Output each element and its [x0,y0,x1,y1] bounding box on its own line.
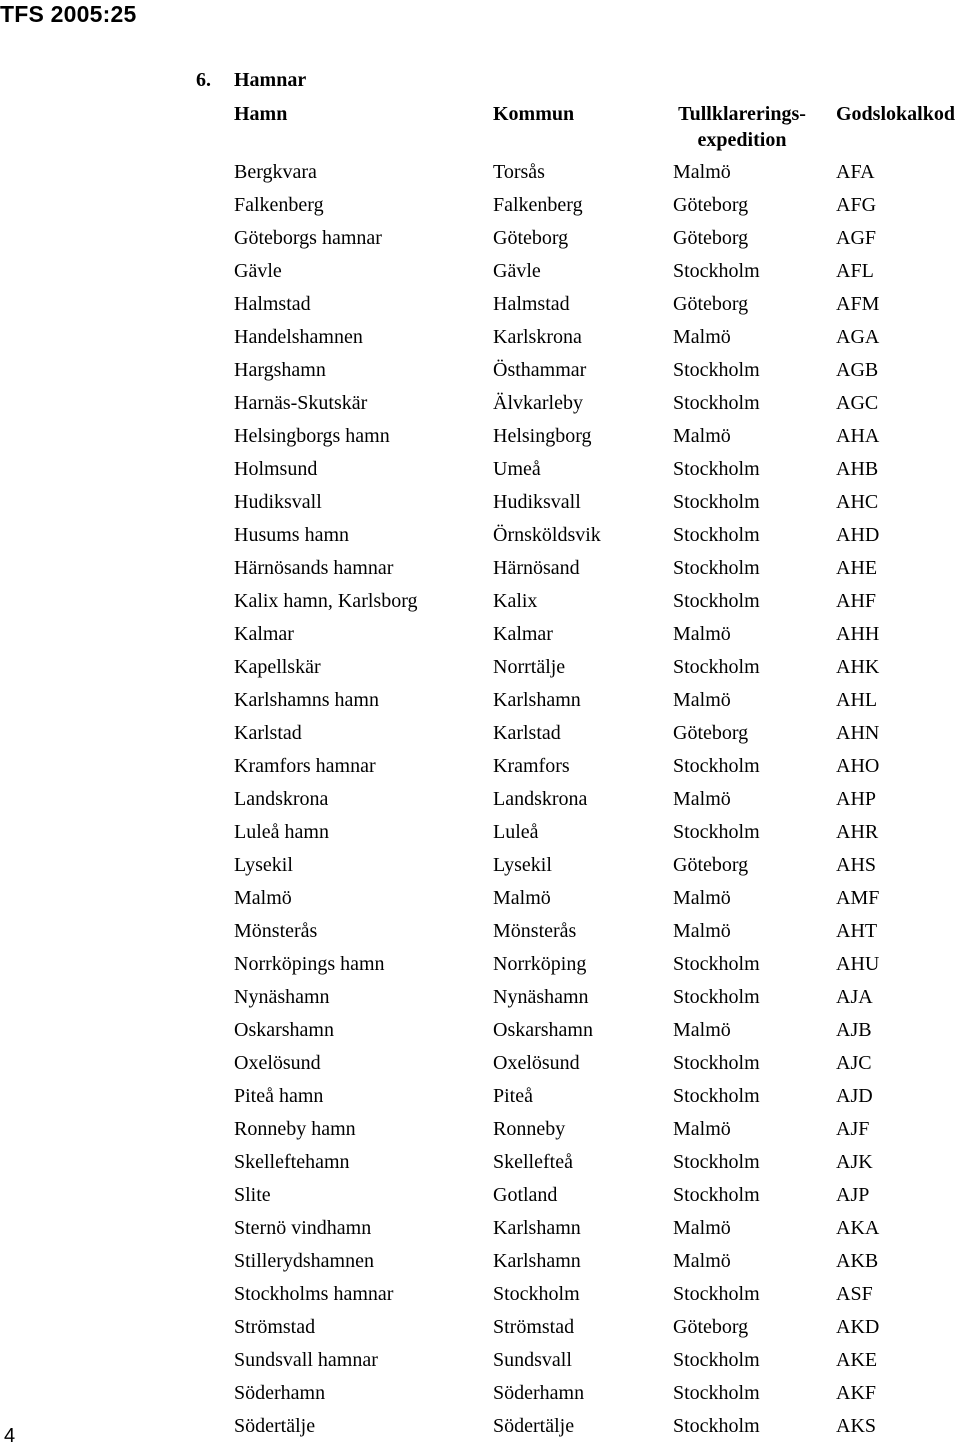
hamn-cell: Oxelösund [234,1052,321,1074]
kommun-cell: Södertälje [493,1415,575,1437]
table-row [0,1014,960,1047]
hamn-cell: Lysekil [234,854,293,876]
kommun-cell: Norrköping [493,953,587,975]
table-row [0,618,960,651]
expedition-cell: Malmö [673,425,731,447]
table-header [0,101,960,155]
hamn-cell: Falkenberg [234,194,324,216]
kommun-cell: Umeå [493,458,541,480]
godslokalkod-cell: AJC [836,1052,872,1074]
godslokalkod-cell: AHS [836,854,877,876]
godslokalkod-cell: AMF [836,887,880,909]
table-row [0,1344,960,1377]
table-row [0,816,960,849]
expedition-cell: Stockholm [673,458,760,480]
expedition-cell: Malmö [673,1019,731,1041]
table-row [0,915,960,948]
hamn-cell: Hargshamn [234,359,326,381]
expedition-cell: Stockholm [673,1382,760,1404]
godslokalkod-cell: AGC [836,392,879,414]
hamn-cell: Gävle [234,260,282,282]
kommun-cell: Älvkarleby [493,392,583,414]
table-row [0,585,960,618]
table-row [0,981,960,1014]
hamn-cell: Kramfors hamnar [234,755,376,777]
table-row [0,750,960,783]
table-row [0,1047,960,1080]
godslokalkod-cell: AHA [836,425,880,447]
column-header-expedition-line1: Tullklarerings- [678,103,806,125]
hamn-cell: Husums hamn [234,524,349,546]
column-header-hamn: Hamn [234,103,288,125]
kommun-cell: Torsås [493,161,545,183]
hamn-cell: Hudiksvall [234,491,322,513]
kommun-cell: Ronneby [493,1118,566,1140]
godslokalkod-cell: AHE [836,557,878,579]
hamn-cell: Kalix hamn, Karlsborg [234,590,418,612]
kommun-cell: Kalix [493,590,538,612]
godslokalkod-cell: AFM [836,293,880,315]
hamn-cell: Handelshamnen [234,326,363,348]
expedition-cell: Malmö [673,623,731,645]
hamn-cell: Piteå hamn [234,1085,324,1107]
kommun-cell: Landskrona [493,788,588,810]
page-number: 4 [4,1425,16,1447]
section-heading [196,67,306,93]
expedition-cell: Malmö [673,1250,731,1272]
expedition-cell: Stockholm [673,656,760,678]
expedition-cell: Malmö [673,1118,731,1140]
kommun-cell: Mönsterås [493,920,577,942]
expedition-cell: Malmö [673,920,731,942]
table-row [0,1146,960,1179]
godslokalkod-cell: AHN [836,722,880,744]
hamn-cell: Kapellskär [234,656,321,678]
column-header-kommun: Kommun [493,103,575,125]
godslokalkod-cell: AJP [836,1184,870,1206]
kommun-cell: Hudiksvall [493,491,581,513]
expedition-cell: Stockholm [673,1151,760,1173]
expedition-cell: Stockholm [673,1085,760,1107]
section-title: Hamnar [234,69,307,91]
godslokalkod-cell: AKB [836,1250,879,1272]
godslokalkod-cell: AHC [836,491,879,513]
expedition-cell: Stockholm [673,755,760,777]
hamn-cell: Norrköpings hamn [234,953,385,975]
table-row [0,1080,960,1113]
godslokalkod-cell: AJK [836,1151,873,1173]
table-row [0,651,960,684]
running-head: TFS 2005:25 [0,1,137,27]
expedition-cell: Stockholm [673,1283,760,1305]
kommun-cell: Norrtälje [493,656,566,678]
expedition-cell: Malmö [673,326,731,348]
column-header-godslokalkod: Godslokalkod [836,103,955,125]
kommun-cell: Karlskrona [493,326,582,348]
table-row [0,486,960,519]
kommun-cell: Nynäshamn [493,986,589,1008]
hamn-cell: Skelleftehamn [234,1151,350,1173]
kommun-cell: Oskarshamn [493,1019,593,1041]
expedition-cell: Stockholm [673,524,760,546]
godslokalkod-cell: AKF [836,1382,877,1404]
expedition-cell: Stockholm [673,260,760,282]
godslokalkod-cell: AGF [836,227,877,249]
expedition-cell: Stockholm [673,590,760,612]
godslokalkod-cell: AKE [836,1349,878,1371]
kommun-cell: Härnösand [493,557,580,579]
table-row [0,882,960,915]
godslokalkod-cell: AJD [836,1085,873,1107]
godslokalkod-cell: AHU [836,953,880,975]
table-row [0,255,960,288]
hamn-cell: Karlstad [234,722,302,744]
expedition-cell: Göteborg [673,1316,749,1338]
expedition-cell: Malmö [673,788,731,810]
table-row [0,1245,960,1278]
column-header-tullklareringsexpedition [667,101,817,153]
expedition-cell: Göteborg [673,854,749,876]
hamn-cell: Söderhamn [234,1382,326,1404]
expedition-cell: Stockholm [673,392,760,414]
godslokalkod-cell: AKD [836,1316,880,1338]
table-row [0,783,960,816]
table-row [0,222,960,255]
expedition-cell: Malmö [673,161,731,183]
expedition-cell: Malmö [673,689,731,711]
kommun-cell: Kramfors [493,755,570,777]
table-row [0,519,960,552]
table-row [0,1311,960,1344]
kommun-cell: Göteborg [493,227,569,249]
hamn-cell: Södertälje [234,1415,316,1437]
table-row [0,1212,960,1245]
table-row [0,288,960,321]
expedition-cell: Stockholm [673,557,760,579]
table-row [0,1179,960,1212]
expedition-cell: Göteborg [673,293,749,315]
godslokalkod-cell: AHF [836,590,877,612]
expedition-cell: Stockholm [673,1052,760,1074]
kommun-cell: Gotland [493,1184,558,1206]
expedition-cell: Stockholm [673,1415,760,1437]
table-row [0,948,960,981]
hamn-cell: Halmstad [234,293,311,315]
table-row [0,1410,960,1443]
hamn-cell: Luleå hamn [234,821,329,843]
column-header-expedition-line2: expedition [697,129,787,151]
kommun-cell: Piteå [493,1085,533,1107]
table-row [0,387,960,420]
table-row [0,1113,960,1146]
kommun-cell: Lysekil [493,854,552,876]
expedition-cell: Stockholm [673,1349,760,1371]
godslokalkod-cell: AHH [836,623,880,645]
kommun-cell: Karlshamn [493,1250,581,1272]
hamn-cell: Stillerydshamnen [234,1250,374,1272]
godslokalkod-cell: AHD [836,524,880,546]
table-row [0,717,960,750]
ports-table-body [0,156,960,1443]
hamn-cell: Oskarshamn [234,1019,334,1041]
godslokalkod-cell: AFG [836,194,877,216]
hamn-cell: Sternö vindhamn [234,1217,372,1239]
kommun-cell: Strömstad [493,1316,575,1338]
godslokalkod-cell: AHT [836,920,878,942]
table-row [0,354,960,387]
godslokalkod-cell: AJF [836,1118,870,1140]
hamn-cell: Slite [234,1184,271,1206]
kommun-cell: Söderhamn [493,1382,585,1404]
expedition-cell: Göteborg [673,194,749,216]
section-number: 6. [196,69,211,91]
hamn-cell: Karlshamns hamn [234,689,379,711]
kommun-cell: Gävle [493,260,541,282]
hamn-cell: Sundsvall hamnar [234,1349,378,1371]
table-row [0,189,960,222]
kommun-cell: Karlshamn [493,1217,581,1239]
expedition-cell: Stockholm [673,821,760,843]
expedition-cell: Malmö [673,887,731,909]
hamn-cell: Malmö [234,887,292,909]
kommun-cell: Halmstad [493,293,570,315]
table-row [0,453,960,486]
kommun-cell: Örnsköldsvik [493,524,601,546]
godslokalkod-cell: AFA [836,161,875,183]
godslokalkod-cell: AGA [836,326,880,348]
kommun-cell: Malmö [493,887,551,909]
kommun-cell: Östhammar [493,359,587,381]
hamn-cell: Göteborgs hamnar [234,227,382,249]
godslokalkod-cell: AGB [836,359,879,381]
expedition-cell: Stockholm [673,986,760,1008]
godslokalkod-cell: AJB [836,1019,872,1041]
expedition-cell: Göteborg [673,227,749,249]
godslokalkod-cell: AHL [836,689,878,711]
expedition-cell: Stockholm [673,1184,760,1206]
hamn-cell: Stockholms hamnar [234,1283,394,1305]
godslokalkod-cell: AJA [836,986,873,1008]
godslokalkod-cell: ASF [836,1283,873,1305]
table-row [0,420,960,453]
table-row [0,156,960,189]
expedition-cell: Malmö [673,1217,731,1239]
table-row [0,684,960,717]
hamn-cell: Holmsund [234,458,318,480]
kommun-cell: Helsingborg [493,425,592,447]
expedition-cell: Stockholm [673,953,760,975]
table-row [0,552,960,585]
godslokalkod-cell: AKA [836,1217,880,1239]
hamn-cell: Strömstad [234,1316,316,1338]
kommun-cell: Kalmar [493,623,553,645]
table-row [0,1377,960,1410]
kommun-cell: Skellefteå [493,1151,573,1173]
godslokalkod-cell: AHO [836,755,880,777]
kommun-cell: Karlshamn [493,689,581,711]
kommun-cell: Karlstad [493,722,561,744]
table-row [0,321,960,354]
hamn-cell: Landskrona [234,788,329,810]
godslokalkod-cell: AFL [836,260,874,282]
godslokalkod-cell: AHK [836,656,880,678]
hamn-cell: Ronneby hamn [234,1118,356,1140]
kommun-cell: Luleå [493,821,539,843]
hamn-cell: Härnösands hamnar [234,557,394,579]
hamn-cell: Bergkvara [234,161,317,183]
table-row [0,849,960,882]
expedition-cell: Stockholm [673,491,760,513]
hamn-cell: Harnäs-Skutskär [234,392,368,414]
kommun-cell: Falkenberg [493,194,583,216]
expedition-cell: Stockholm [673,359,760,381]
godslokalkod-cell: AHR [836,821,879,843]
hamn-cell: Mönsterås [234,920,318,942]
hamn-cell: Kalmar [234,623,294,645]
table-row [0,1278,960,1311]
kommun-cell: Stockholm [493,1283,580,1305]
godslokalkod-cell: AHP [836,788,877,810]
kommun-cell: Oxelösund [493,1052,580,1074]
expedition-cell: Göteborg [673,722,749,744]
godslokalkod-cell: AHB [836,458,879,480]
kommun-cell: Sundsvall [493,1349,572,1371]
hamn-cell: Nynäshamn [234,986,330,1008]
hamn-cell: Helsingborgs hamn [234,425,390,447]
godslokalkod-cell: AKS [836,1415,877,1437]
